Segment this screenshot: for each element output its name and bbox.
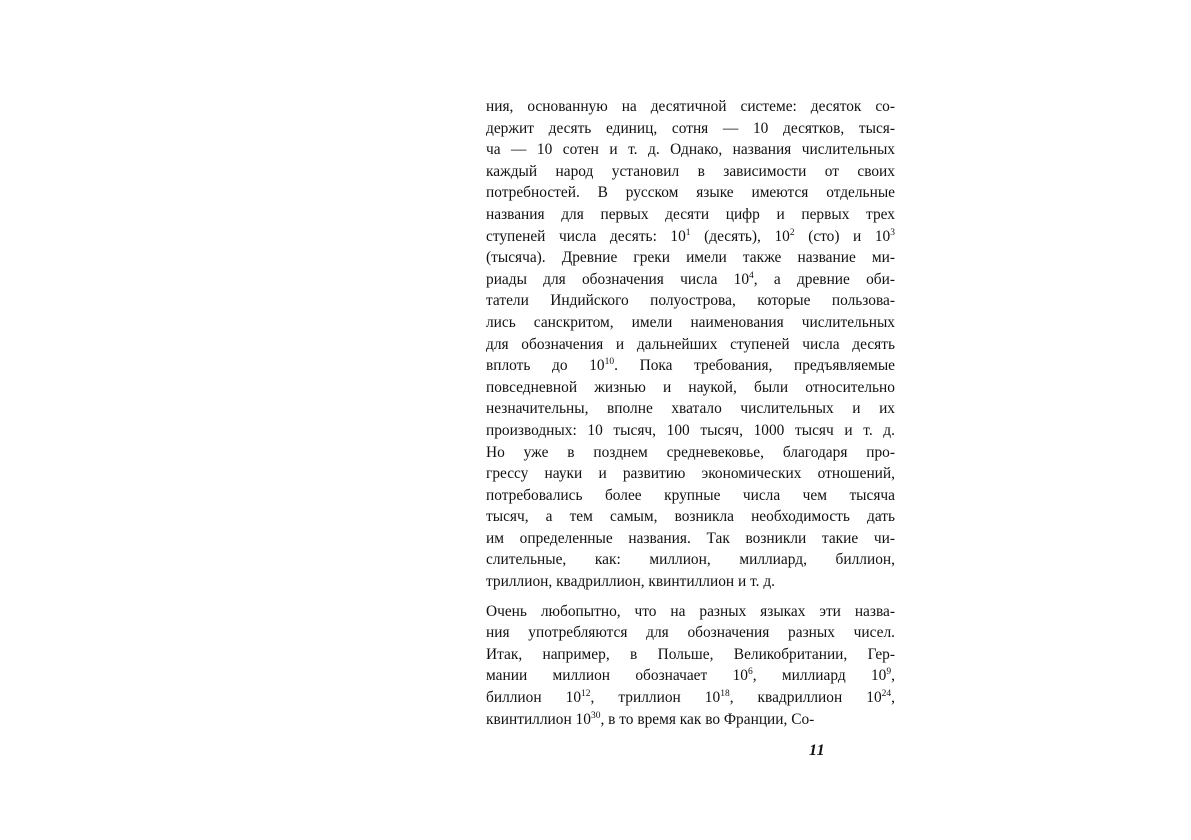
- text-line: Итак, например, в Польше, Великобритании, Гер-: [486, 645, 895, 663]
- text-line: лись санскритом, имели наименования числительных: [486, 313, 895, 331]
- exponent: 4: [749, 270, 754, 281]
- text-line: триллион, квадриллион, квинтиллион и т. д.: [486, 573, 776, 591]
- exponent: 2: [789, 227, 795, 238]
- text-column: [486, 96, 895, 730]
- text-line: Но уже в позднем средневековье, благодаря про-: [486, 443, 895, 461]
- text-line: риады для обозначения числа $10^4$, а древние оби-: [486, 270, 895, 288]
- text-line: производных: 10 тысяч, 100 тысяч, 1000 тысяч и т. д.: [486, 421, 895, 439]
- text-line: биллион $10^{12}$, триллион $10^{18}$, квадриллион $10^{24}$,: [486, 689, 895, 707]
- page-number: 11: [809, 742, 826, 759]
- exponent: 12: [581, 689, 591, 700]
- text-line: слительные, как: миллион, миллиард, биллион,: [486, 551, 895, 569]
- text-line: незначительны, вполне хватало числительных и их: [486, 400, 895, 418]
- text-line: ча — 10 сотен и т. д. Однако, названия числительных: [486, 141, 895, 159]
- text-line: держит десять единиц, сотня — 10 десятков, тыся-: [486, 119, 895, 137]
- text-line: ступеней числа десять: $10^1$ (десять), $10^2$ (сто) и $10^3$: [486, 227, 895, 245]
- text-line: Очень любопытно, что на разных языках эти назва-: [486, 602, 895, 620]
- text-line: ния употребляются для обозначения разных чисел.: [486, 624, 895, 642]
- exponent: 1: [685, 227, 691, 238]
- text-line: мании миллион обозначает $10^6$, миллиард $10^9$,: [486, 667, 895, 685]
- paragraph: [486, 96, 895, 593]
- text-line: повседневной жизнью и наукой, были относительно: [486, 378, 895, 396]
- text-line: названия для первых десяти цифр и первых трех: [486, 205, 895, 223]
- text-line: им определенные названия. Так возникли такие чи-: [486, 529, 895, 547]
- exponent: 30: [590, 710, 601, 721]
- exponent: 18: [720, 689, 730, 700]
- exponent: 6: [747, 667, 753, 678]
- exponent: 10: [604, 357, 615, 368]
- text-line: квинтиллион $10^{30}$, в то время как во Франции, Со-: [486, 710, 815, 728]
- exponent: 24: [881, 689, 892, 700]
- text-line: тысяч, а тем самым, возникла необходимость дать: [486, 508, 895, 526]
- text-line: каждый народ установил в зависимости от своих: [486, 162, 895, 180]
- text-line: потребовались более крупные числа чем тысяча: [486, 486, 895, 504]
- paragraph-gap: [486, 593, 895, 601]
- paragraph: [486, 601, 895, 731]
- text-line: (тысяча). Древние греки имели также название ми-: [486, 249, 895, 267]
- text-line: потребностей. В русском языке имеются отдельные: [486, 184, 895, 202]
- text-line: вплоть до $10^{10}$. Пока требования, предъявляемые: [486, 357, 895, 375]
- text-line: ния, основанную на десятичной системе: десяток со-: [486, 98, 895, 115]
- exponent: 3: [890, 227, 895, 238]
- exponent: 9: [886, 667, 892, 678]
- text-line: для обозначения и дальнейших ступеней числа десять: [486, 335, 895, 353]
- text-line: грессу науки и развитию экономических отношений,: [486, 465, 895, 483]
- text-line: татели Индийского полуострова, которые пользова-: [486, 292, 895, 310]
